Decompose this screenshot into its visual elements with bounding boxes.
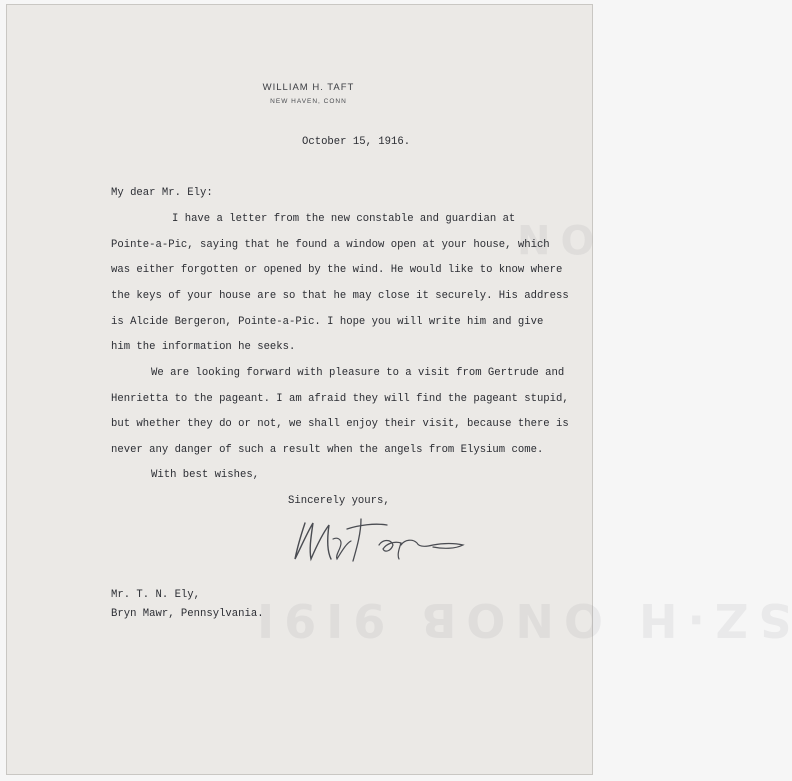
body-line: was either forgotten or opened by the wind. He would like to know where (111, 264, 563, 276)
body-line: Pointe-a-Pic, saying that he found a window open at your house, which (111, 239, 550, 251)
bleed-through-text-upper: ON (507, 215, 595, 261)
body-line: Henrietta to the pageant. I am afraid they will find the pageant stupid, (111, 393, 569, 405)
closing: Sincerely yours, (288, 495, 390, 507)
letter-page (6, 4, 792, 775)
body-line: We are looking forward with pleasure to a visit from Gertrude and (151, 367, 565, 379)
salutation: My dear Mr. Ely: (111, 187, 213, 199)
letter-date: October 15, 1916. (302, 136, 411, 148)
letterhead-name: WILLIAM H. TAFT (262, 82, 355, 93)
letterhead-location: NEW HAVEN, CONN (270, 98, 347, 105)
body-line: I have a letter from the new constable and guardian at (172, 213, 516, 225)
body-line: never any danger of such a result when the angels from Elysium come. (111, 444, 544, 456)
recipient-name: Mr. T. N. Ely, (111, 589, 201, 601)
signature (287, 509, 472, 569)
bleed-through-text: SZ·H ONOB 9I9I (247, 593, 792, 647)
recipient-address: Bryn Mawr, Pennsylvania. (111, 608, 264, 620)
body-line: With best wishes, (151, 469, 260, 481)
body-line: the keys of your house are so that he may close it securely. His address (111, 290, 569, 302)
body-line: him the information he seeks. (111, 341, 296, 353)
body-line: is Alcide Bergeron, Pointe-a-Pic. I hope you will write him and give (111, 316, 544, 328)
body-line: but whether they do or not, we shall enjoy their visit, because there is (111, 418, 569, 430)
